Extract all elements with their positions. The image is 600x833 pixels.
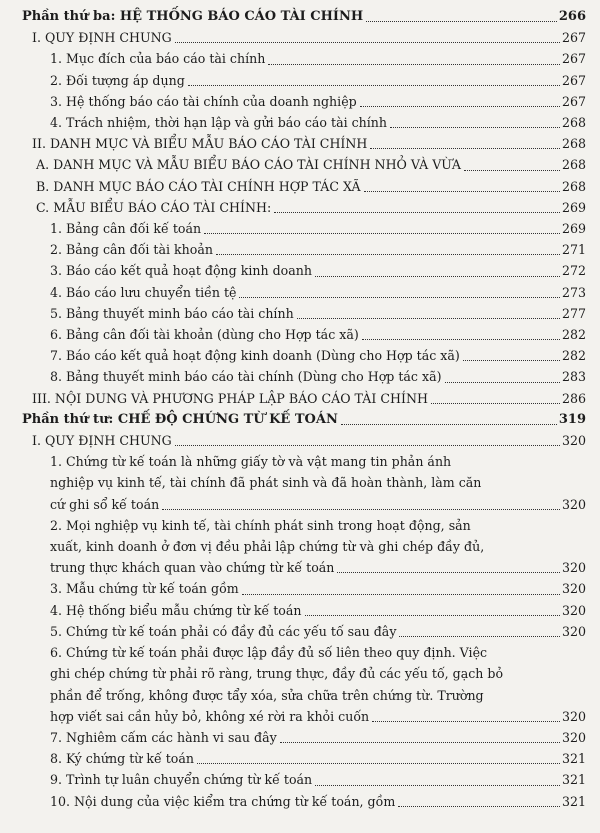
toc-entry-title: 7. Báo cáo kết quả hoạt động kinh doanh (Dùng cho Hợp tác xã)	[50, 348, 460, 364]
toc-entry-title: 3. Mẫu chứng từ kế toán gồm	[50, 581, 239, 597]
toc-entry-title: 5. Bảng thuyết minh báo cáo tài chính	[50, 305, 294, 321]
toc-entry	[22, 451, 586, 515]
toc-page-number: 269	[561, 199, 586, 215]
dot-leader	[398, 806, 560, 807]
toc-entry	[22, 218, 586, 239]
toc-entry-title: 4. Trách nhiệm, thời hạn lập và gửi báo cáo tài chính	[50, 115, 388, 131]
toc-entry-title: 6. Bảng cân đối tài khoản (dùng cho Hợp tác xã)	[50, 327, 359, 343]
dot-leader	[464, 170, 560, 171]
toc-entry-title: I. QUY ĐỊNH CHUNG	[32, 433, 172, 449]
toc-entry	[22, 112, 586, 133]
toc-entry-line: phần để trống, không được tẩy xóa, sửa chữa trên chứng từ. Trường	[50, 687, 484, 703]
toc-entry	[22, 345, 586, 366]
toc-page-number: 320	[561, 581, 586, 597]
toc-entry	[22, 748, 586, 769]
toc-part-heading	[22, 409, 586, 430]
toc-entry	[22, 578, 586, 599]
toc-entry	[22, 91, 586, 112]
toc-page-number: 320	[561, 560, 586, 576]
toc-page-number: 321	[561, 793, 586, 809]
toc-entry-title: 2. Đối tượng áp dụng	[50, 72, 185, 88]
toc-entry	[22, 324, 586, 345]
toc-page-number: 283	[561, 369, 586, 385]
toc-entry-line: 1. Chứng từ kế toán là những giấy tờ và vật mang tin phản ánh	[50, 454, 452, 470]
toc-entry-title: A. DANH MỤC VÀ MẪU BIỂU BÁO CÁO TÀI CHÍNH NHỎ VÀ VỪA	[36, 157, 462, 173]
dot-leader	[315, 785, 560, 786]
dot-leader	[242, 594, 560, 595]
dot-leader	[399, 636, 560, 637]
toc-page-number: 320	[561, 623, 586, 639]
toc-entry	[22, 303, 586, 324]
toc-page-number: 277	[561, 305, 586, 321]
dot-leader	[390, 127, 560, 128]
toc-entry-title: 4. Báo cáo lưu chuyển tiền tệ	[50, 284, 237, 300]
dot-leader	[204, 233, 560, 234]
dot-leader	[297, 318, 560, 319]
dot-leader	[445, 382, 560, 383]
toc-page-number: 321	[561, 751, 586, 767]
toc-page-number: 269	[561, 221, 586, 237]
toc-page-number: 320	[561, 602, 586, 618]
dot-leader	[188, 85, 560, 86]
toc-page-number: 268	[561, 136, 586, 152]
toc-entry-title: C. MẪU BIỂU BÁO CÁO TÀI CHÍNH:	[36, 199, 272, 215]
toc-entry-title: 5. Chứng từ kế toán phải có đầy đủ các yếu tố sau đây	[50, 623, 397, 639]
toc-entry-title: Phần thứ tư: CHẾ ĐỘ CHỨNG TỪ KẾ TOÁN	[22, 411, 338, 427]
toc-entry-title: 3. Hệ thống báo cáo tài chính của doanh nghiệp	[50, 93, 357, 109]
toc-entry-line: xuất, kinh doanh ở đơn vị đều phải lập chứng từ và ghi chép đầy đủ,	[50, 539, 485, 555]
toc-page-number: 267	[561, 93, 586, 109]
toc-entry-title: 1. Bảng cân đối kế toán	[50, 221, 202, 237]
toc-page-number: 268	[561, 178, 586, 194]
toc-page-number: 282	[561, 348, 586, 364]
dot-leader	[463, 360, 560, 361]
toc-entry-title: 8. Ký chứng từ kế toán	[50, 751, 195, 767]
toc-entry	[22, 791, 586, 812]
dot-leader	[162, 509, 560, 510]
dot-leader	[366, 21, 557, 22]
toc-entry	[22, 176, 586, 197]
toc-entry	[22, 133, 586, 154]
toc-entry-title: I. QUY ĐỊNH CHUNG	[32, 30, 172, 46]
toc-entry	[22, 70, 586, 91]
dot-leader	[175, 42, 560, 43]
toc-page-number: 267	[561, 72, 586, 88]
toc-entry-title: B. DANH MỤC BÁO CÁO TÀI CHÍNH HỢP TÁC XÃ	[36, 178, 361, 194]
toc-entry-line: trung thực khách quan vào chứng từ kế toán	[50, 560, 335, 576]
dot-leader	[239, 297, 559, 298]
toc-entry-title: Phần thứ ba: HỆ THỐNG BÁO CÁO TÀI CHÍNH	[22, 9, 364, 24]
toc-entry	[22, 239, 586, 260]
toc-entry-title: 7. Nghiêm cấm các hành vi sau đây	[50, 729, 277, 745]
toc-entry	[22, 769, 586, 790]
toc-entry	[22, 27, 586, 48]
toc-entry-line: cứ ghi sổ kế toán	[50, 496, 160, 512]
toc-entry-line: ghi chép chứng từ phải rõ ràng, trung thực, đầy đủ các yếu tố, gạch bỏ	[50, 666, 504, 682]
toc-page-number: 272	[561, 263, 586, 279]
toc-entry-title: 4. Hệ thống biểu mẫu chứng từ kế toán	[50, 602, 302, 618]
toc-entry-line: 2. Mọi nghiệp vụ kinh tế, tài chính phát sinh trong hoạt động, sản	[50, 517, 471, 533]
toc-page-number: 319	[558, 411, 586, 427]
toc-page-number: 320	[561, 729, 586, 745]
toc-entry-title: 1. Mục đích của báo cáo tài chính	[50, 51, 266, 67]
toc-entry-title: 9. Trình tự luân chuyển chứng từ kế toán	[50, 772, 313, 788]
toc-entry-line: nghiệp vụ kinh tế, tài chính đã phát sinh và đã hoàn thành, làm căn	[50, 475, 482, 491]
toc-entry	[22, 430, 586, 451]
table-of-contents	[22, 6, 586, 812]
toc-page-number: 268	[561, 157, 586, 173]
toc-entry-line: 6. Chứng từ kế toán phải được lập đầy đủ số liên theo quy định. Việc	[50, 645, 488, 661]
toc-page-number: 320	[561, 433, 586, 449]
toc-entry	[22, 600, 586, 621]
dot-leader	[175, 445, 560, 446]
toc-page-number: 321	[561, 772, 586, 788]
toc-page-number: 267	[561, 51, 586, 67]
toc-entry-line: hợp viết sai cần hủy bỏ, không xé rời ra khỏi cuốn	[50, 708, 370, 724]
toc-entry-title: 2. Bảng cân đối tài khoản	[50, 242, 213, 258]
toc-part-heading	[22, 6, 586, 27]
toc-entry	[22, 727, 586, 748]
toc-page-number: 273	[561, 284, 586, 300]
dot-leader	[280, 742, 560, 743]
toc-entry	[22, 260, 586, 281]
toc-page-number: 267	[561, 30, 586, 46]
dot-leader	[197, 763, 560, 764]
dot-leader	[274, 212, 560, 213]
toc-page-number: 320	[561, 496, 586, 512]
toc-page-number: 282	[561, 327, 586, 343]
toc-entry	[22, 197, 586, 218]
dot-leader	[431, 403, 560, 404]
toc-page-number: 286	[561, 390, 586, 406]
dot-leader	[341, 424, 557, 425]
dot-leader	[268, 64, 560, 65]
dot-leader	[364, 191, 560, 192]
dot-leader	[305, 615, 560, 616]
toc-entry-title: III. NỘI DUNG VÀ PHƯƠNG PHÁP LẬP BÁO CÁO TÀI CHÍNH	[32, 390, 428, 406]
dot-leader	[315, 276, 560, 277]
toc-entry	[22, 621, 586, 642]
dot-leader	[372, 721, 560, 722]
toc-entry-title: 8. Bảng thuyết minh báo cáo tài chính (Dùng cho Hợp tác xã)	[50, 369, 442, 385]
toc-entry	[22, 642, 586, 727]
dot-leader	[337, 572, 560, 573]
toc-entry	[22, 282, 586, 303]
toc-page-number: 268	[561, 115, 586, 131]
dot-leader	[216, 254, 560, 255]
toc-entry	[22, 388, 586, 409]
dot-leader	[370, 148, 560, 149]
toc-entry-title: 10. Nội dung của việc kiểm tra chứng từ kế toán, gồm	[50, 793, 396, 809]
toc-page-number: 320	[561, 708, 586, 724]
toc-entry-title: 3. Báo cáo kết quả hoạt động kinh doanh	[50, 263, 312, 279]
toc-entry-title: II. DANH MỤC VÀ BIỂU MẪU BÁO CÁO TÀI CHÍNH	[32, 136, 368, 152]
toc-entry	[22, 154, 586, 175]
toc-entry	[22, 366, 586, 387]
toc-page-number: 266	[558, 9, 586, 24]
dot-leader	[360, 106, 560, 107]
toc-page-number: 271	[561, 242, 586, 258]
dot-leader	[362, 339, 560, 340]
toc-entry	[22, 48, 586, 69]
toc-entry	[22, 515, 586, 579]
